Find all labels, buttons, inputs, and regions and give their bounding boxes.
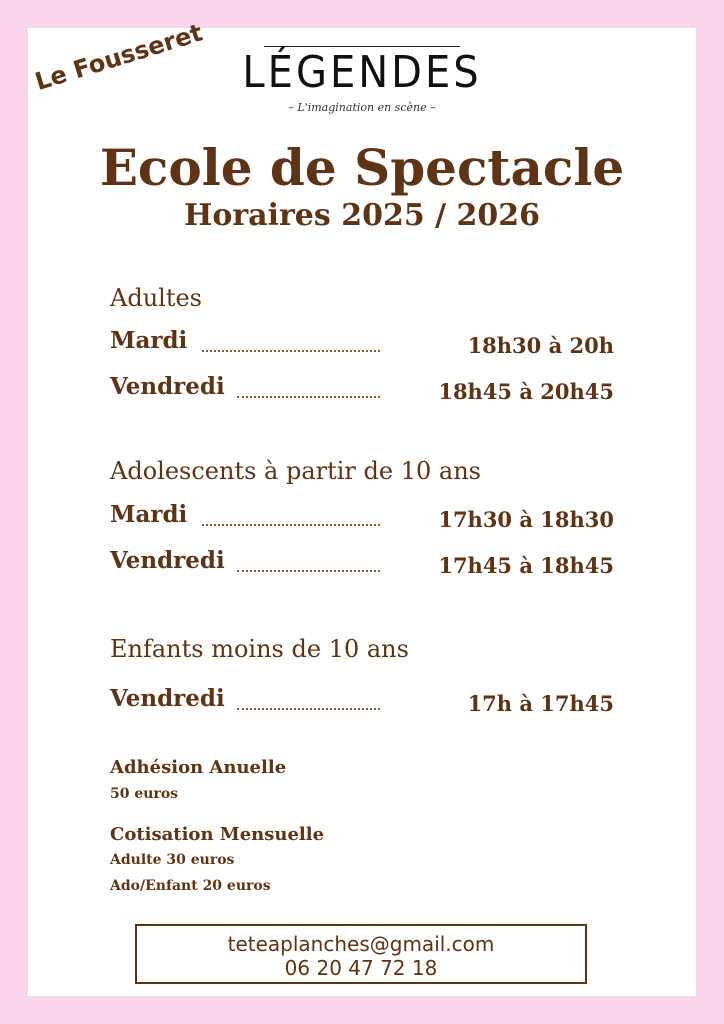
membership-title: Adhésion Anuelle <box>110 757 287 778</box>
schedule-row <box>110 546 614 578</box>
logo <box>240 46 484 114</box>
section-title-adults: Adultes <box>110 284 202 312</box>
schedule-row <box>110 326 614 358</box>
monthly-child: Ado/Enfant 20 euros <box>110 878 271 894</box>
monthly-title: Cotisation Mensuelle <box>110 824 325 845</box>
logo-tagline: – L'imagination en scène – <box>288 101 436 114</box>
schedule-day: Vendredi <box>110 685 225 712</box>
schedule-time: 18h45 à 20h45 <box>438 379 614 404</box>
contact-box <box>135 924 587 984</box>
schedule-day: Vendredi <box>110 373 225 400</box>
schedule-time: 17h à 17h45 <box>467 691 614 716</box>
schedule-day: Vendredi <box>110 547 225 574</box>
schedule-time: 17h30 à 18h30 <box>438 507 614 532</box>
schedule-row <box>110 684 614 716</box>
schedule-day: Mardi <box>110 327 188 354</box>
schedule-day: Mardi <box>110 501 188 528</box>
schedule-row <box>110 372 614 404</box>
dot-leader <box>237 708 380 710</box>
dot-leader <box>202 524 380 526</box>
location-label: Le Fousseret <box>31 18 206 96</box>
schedule-row <box>110 500 614 532</box>
dot-leader <box>237 570 380 572</box>
membership-amount: 50 euros <box>110 786 179 802</box>
section-title-teens: Adolescents à partir de 10 ans <box>110 457 481 485</box>
dot-leader <box>202 350 380 352</box>
contact-email[interactable]: teteaplanches@gmail.com <box>227 932 495 956</box>
dot-leader <box>237 396 380 398</box>
contact-phone[interactable]: 06 20 47 72 18 <box>284 956 438 980</box>
logo-title: LÉGENDES <box>242 48 482 98</box>
monthly-adult: Adulte 30 euros <box>110 852 235 868</box>
page-title: Ecole de Spectacle <box>99 138 625 197</box>
page-subtitle: Horaires 2025 / 2026 <box>183 198 541 233</box>
schedule-time: 17h45 à 18h45 <box>438 553 614 578</box>
schedule-time: 18h30 à 20h <box>467 333 614 358</box>
section-title-children: Enfants moins de 10 ans <box>110 635 409 663</box>
